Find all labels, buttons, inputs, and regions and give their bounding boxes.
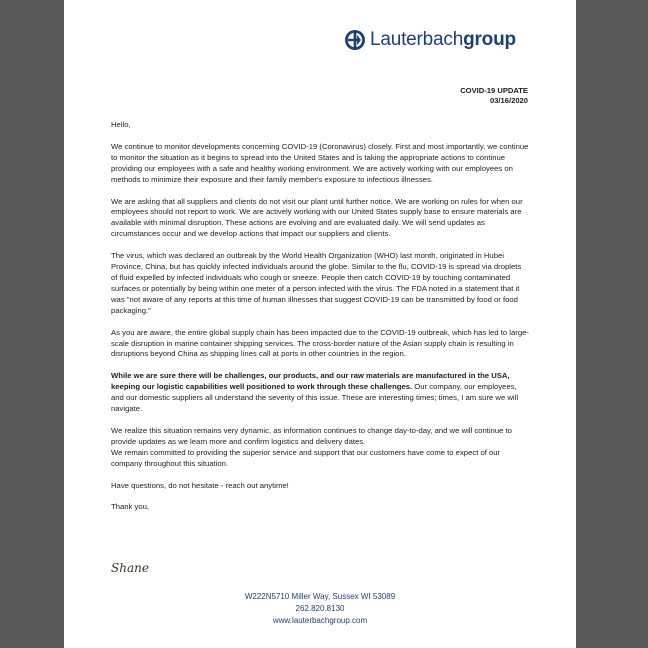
greeting: Hello, bbox=[111, 120, 131, 129]
letter-body bbox=[111, 120, 529, 524]
letter-page bbox=[64, 0, 576, 648]
bold-statement: While we are sure there will be challenges, our products, and our raw materials are manufactured in the USA, keeping our logistic capabilities well positioned to work through these challenges. bbox=[111, 371, 510, 392]
paragraph-visits: We are asking that all suppliers and clients do not visit our plant until further notice. We are working on rules for when our employees should not report to work. We are actively working with our United States supply base to ensure materials are available with minimal disruption. These actions are evolving and are evaluated daily. We will send updates as circumstances occur and we develop actions that impact our suppliers and clients. bbox=[111, 196, 523, 239]
paragraph-virus: The virus, which was declared an outbreak by the World Health Organization (WHO) last month, originated in Hubei Province, China, but has quickly infected individuals around the globe. Similar to the flu, COVID-19 is spread via droplets of fluid expelled by infected individuals who cough or sneeze. People then catch COVID-19 by touching contaminated surfaces or potentially by being within one meter of a person infected with the virus. The FDA noted in a statement that it was "not aware of any reports at this time of human illnesses that suggest COVID-19 can be transmitted by food or food packaging." bbox=[111, 251, 522, 315]
document-title: COVID-19 UPDATE bbox=[460, 86, 528, 95]
footer-phone: 262.820.8130 bbox=[295, 604, 345, 613]
document-header bbox=[460, 86, 528, 106]
document-date: 03/16/2020 bbox=[489, 96, 528, 105]
footer-address: W222N5710 Miller Way, Sussex WI 53089 bbox=[244, 592, 396, 601]
challenges-continued: Our company, our employees, and our domestic suppliers all understand the severity of this issue. These are interesting times; times, I am sure we will navigate. bbox=[111, 382, 519, 414]
paragraph-questions: Have questions, do not hesitate - reach out anytime! bbox=[111, 480, 289, 490]
signature: Shane bbox=[111, 561, 149, 575]
paragraph-supply-chain: As you are aware, the entire global supply chain has been impacted due to the COVID-19 outbreak, which has led to large-scale disruption in marine container shipping services. The cross-border nature of the Asian supply chain is resulting in disruptions beyond China as shipping lines call at ports in other countries in the region. bbox=[111, 327, 529, 359]
paragraph-committed: We remain committed to providing the superior service and support that our customers have come to expect of our company throughout this situation. bbox=[111, 447, 501, 468]
company-logo bbox=[344, 27, 516, 53]
logo-wordmark: Lauterbachgroup bbox=[370, 29, 516, 50]
paragraph-monitoring: We continue to monitor developments concerning COVID-19 (Coronavirus) closely. First and most importantly, we continue to monitor the situation as it begins to spread into the United States and is taking the appropriate actions to continue providing our employees with a safe and healthy working environment. We are actively working with our employees on methods to minimize their exposure and their family member's exposure to infectious illnesses. bbox=[111, 141, 529, 184]
footer bbox=[64, 591, 576, 627]
closing: Thank you, bbox=[111, 502, 150, 512]
logo-mark-icon bbox=[344, 29, 366, 51]
paragraph-realize: We realize this situation remains very dynamic, as information continues to change day-to-day, and we will continue to provide updates as we learn more and confirm logistics and delivery dates. bbox=[111, 425, 512, 446]
paragraph-challenges bbox=[111, 371, 529, 415]
footer-website[interactable]: www.lauterbachgroup.com bbox=[272, 616, 368, 625]
